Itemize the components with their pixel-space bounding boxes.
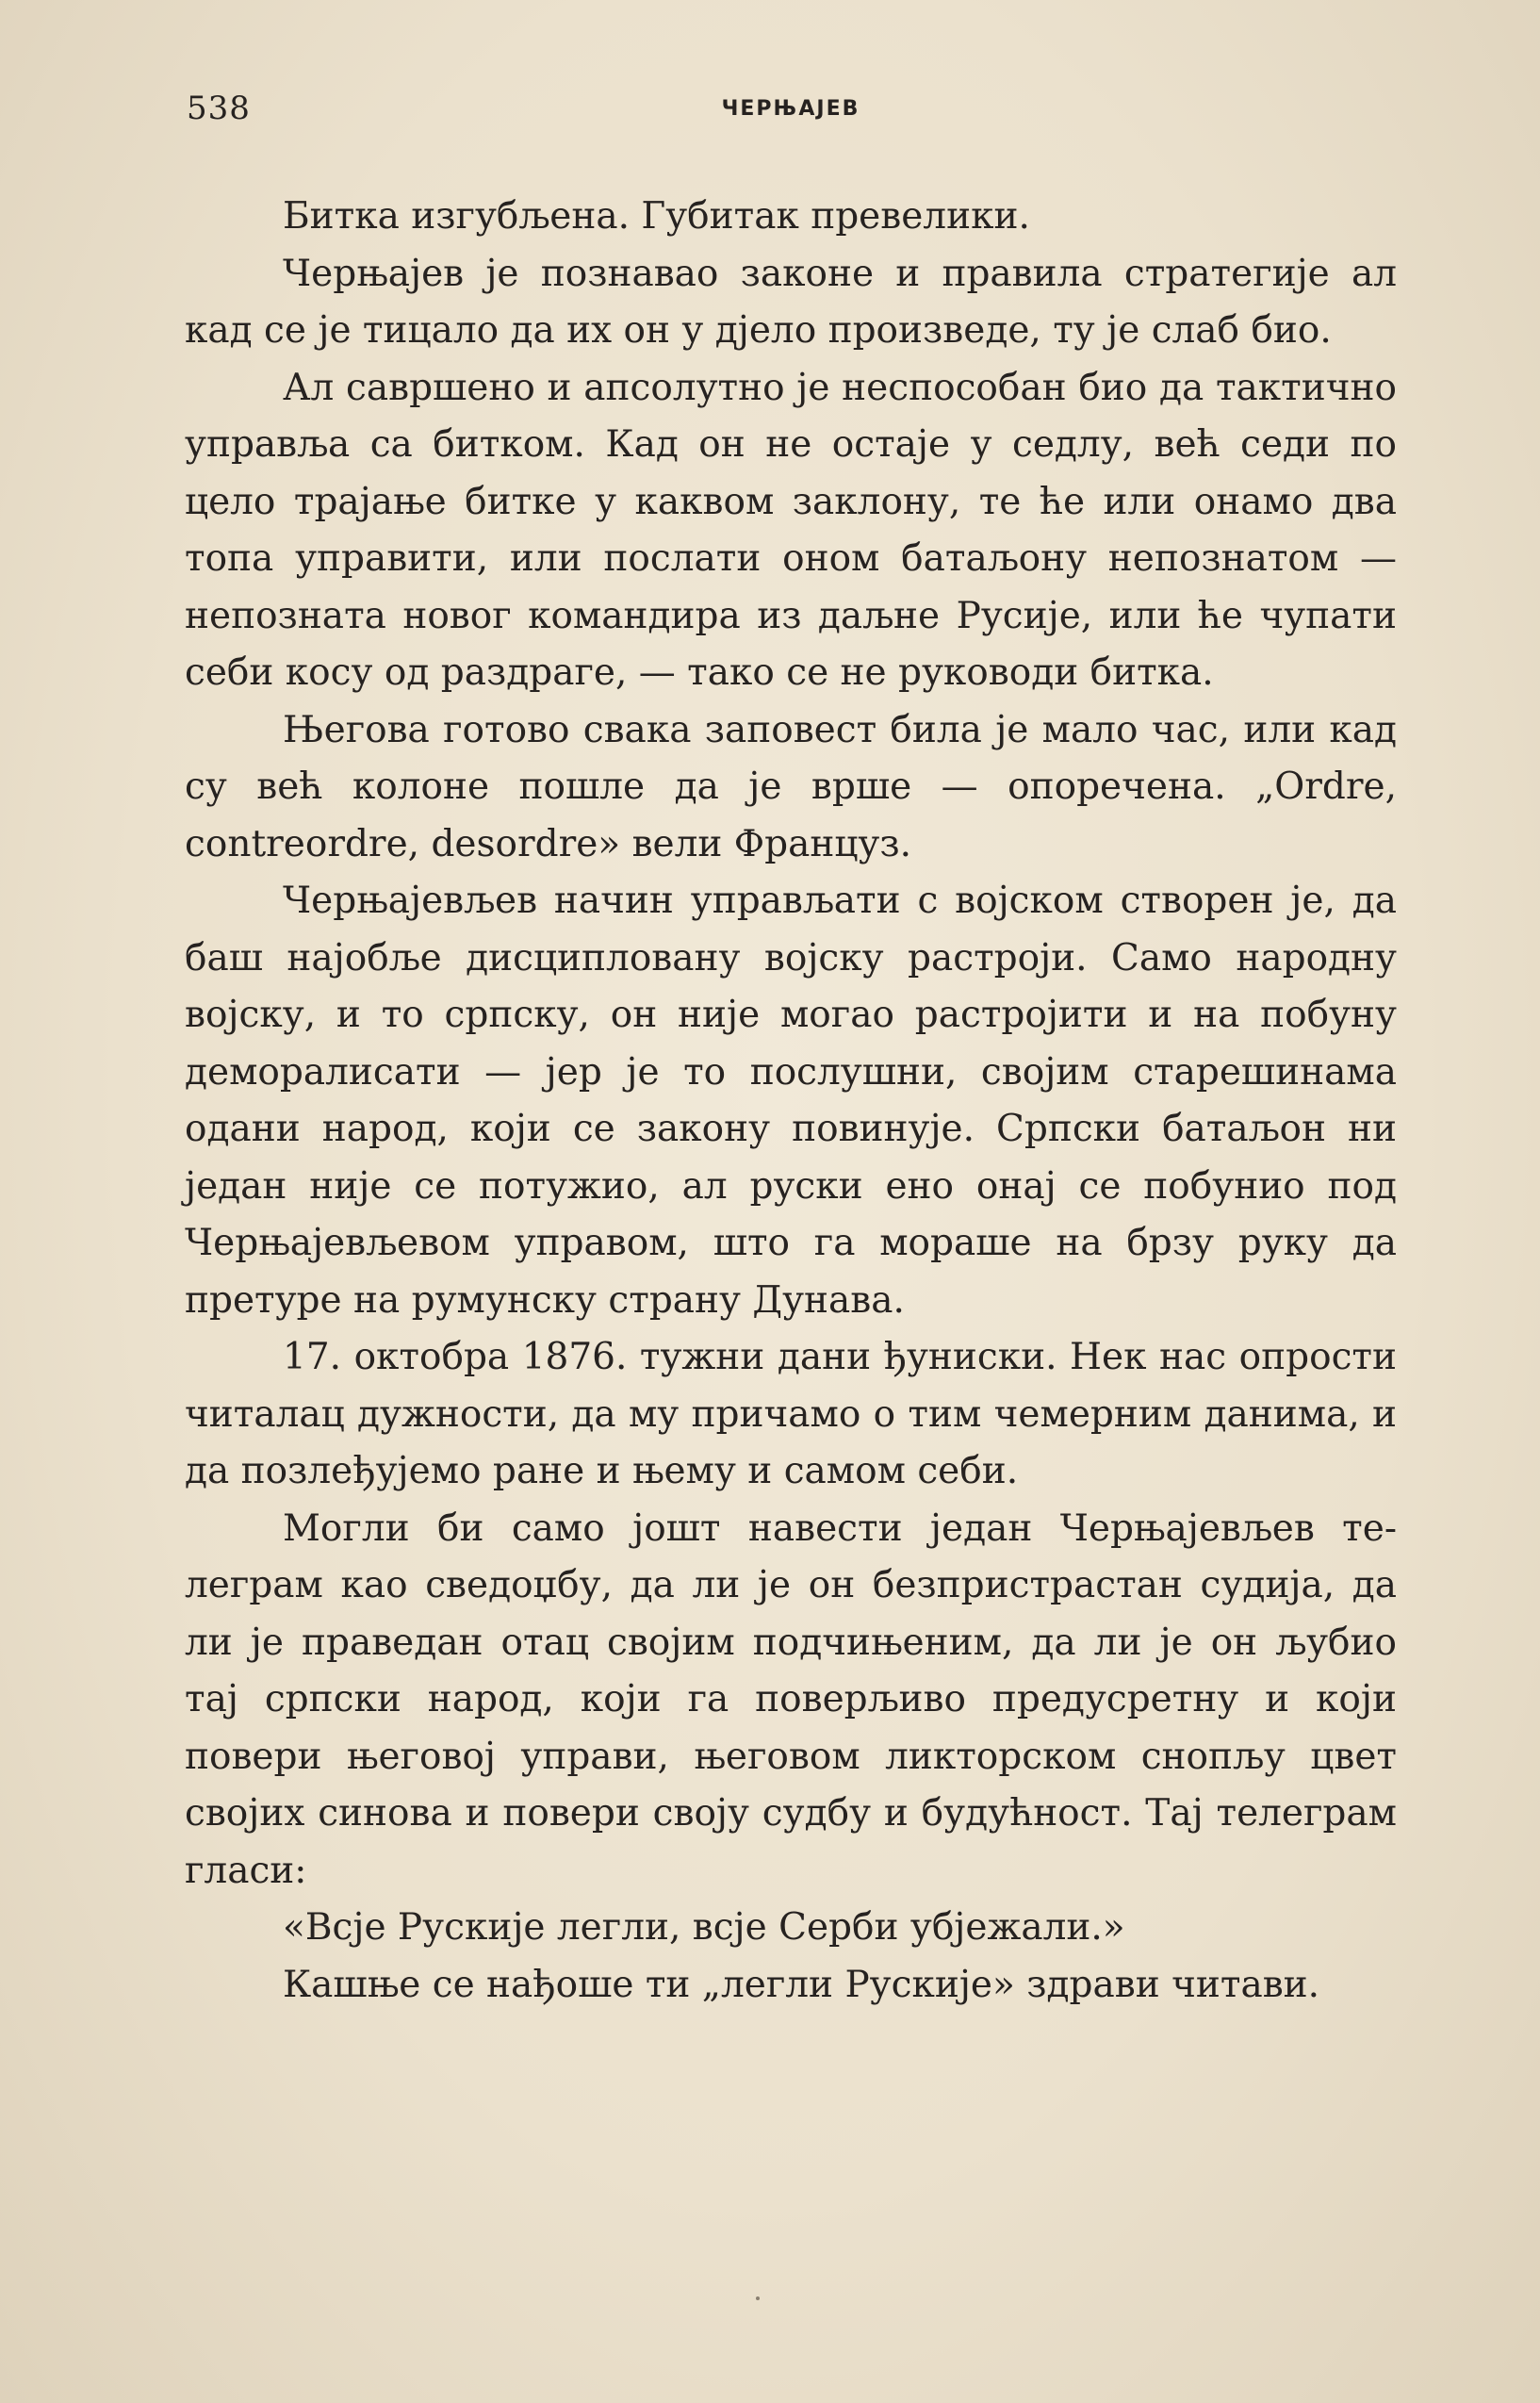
paragraph: Черњајевљев начин управљати с војском створен је, да баш најобље дисципловану војску растроји. Само народну војску, и то српску, он није могао растројити и на побуну деморалисати — јер је то послушни, својим старешинама одани народ, који се закону повинује. Српски батаљон ни један није се потужио, ал руски ено онај се побунио под Черњајевљевом управом, што га мораше на брзу руку да претуре на румунску страну Дунава. bbox=[185, 880, 1397, 1322]
paragraph: Битка изгубљена. Губитак превелики. bbox=[283, 195, 1030, 238]
paragraph: Могли би само јошт навести један Черњајевљев телеграм као сведоџбу, да ли је он безпристрастан судија, да ли је праведан отац својим подчињеним, да ли је он љубио тај српски народ, који га поверљиво предусретну и који повери његовој управи, његовом ликторском снопљу цвет својих синова и повери своју судбу и будућност. Тај телеграм гласи: bbox=[185, 1506, 1397, 1892]
body-text bbox=[185, 189, 1397, 2014]
paragraph: 17. октобра 1876. тужни дани ђуниски. Нек нас опрости читалац дужности, да му причамо о тим чемерним данима, и да позлеђујемо ране и њему и самом себи. bbox=[185, 1336, 1397, 1492]
paragraph: Његова готово свака заповест била је мало час, или кад су већ колоне пошле да је врше — опоречена. „Ordre, contreordre, desordre» вели Француз. bbox=[185, 708, 1397, 865]
page-header bbox=[187, 90, 1395, 135]
paper-speck bbox=[756, 2296, 760, 2300]
paragraph: Ал савршено и апсолутно је неспособан био да тактично управља са битком. Кад он не остаје у седлу, већ седи по цело трајање битке у каквом заклону, те ће или онамо два топа управити, или послати оном батаљону непознатом — непозната новог командира из даљне Русије, или ће чупати себи косу од раздраге, — тако се не руководи битка. bbox=[185, 366, 1397, 694]
page-number: 538 bbox=[187, 90, 251, 127]
running-head: ЧЕРЊАЈЕВ bbox=[721, 97, 860, 121]
paragraph: Кашње се нађоше ти „легли Рускије» здрави читави. bbox=[283, 1963, 1320, 2006]
paragraph: Черњајев је познавао законе и правила стратегије ал кад се је тицало да их он у дјело произведе, ту је слаб био. bbox=[185, 252, 1397, 352]
paragraph-quote: «Всје Рускије легли, всје Серби убјежали.» bbox=[283, 1906, 1125, 1949]
